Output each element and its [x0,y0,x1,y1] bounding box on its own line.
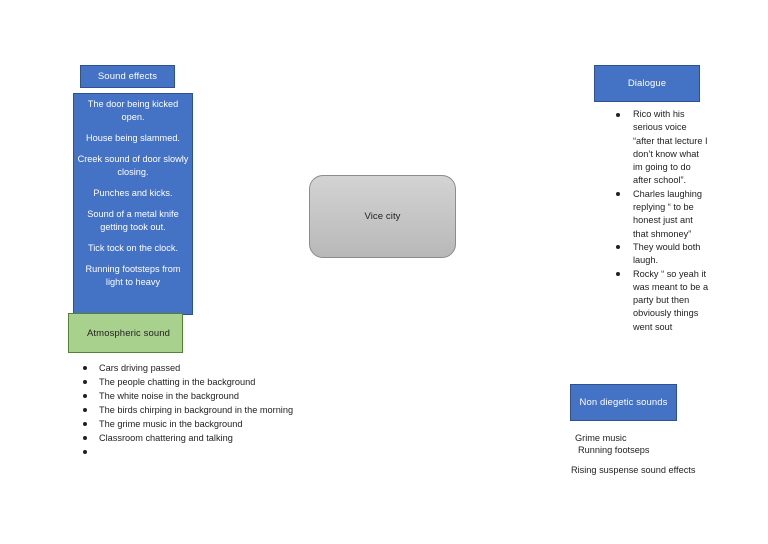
dialogue-item: Rocky “ so yeah it was meant to be a party but then obviously things went sout [612,268,710,334]
non-diegetic-item: Running footseps [578,445,650,455]
atmospheric-sound-heading-text: Atmospheric sound [87,327,171,339]
atmospheric-sound-item: The birds chirping in background in the morning [80,403,380,417]
atmospheric-sound-item: Cars driving passed [80,361,380,375]
sound-effect-item: Tick tock on the clock. [87,243,179,253]
dialogue-heading-text: Dialogue [627,78,667,89]
sound-effect-item: The door being kicked open. [87,99,179,122]
atmospheric-sound-item: The grime music in the background [80,417,380,431]
sound-effects-heading-text: Sound effects [97,71,158,82]
dialogue-item: Charles laughing replying “ to be honest just ant that shmoney” [612,188,710,241]
atmospheric-sound-item-empty [80,445,380,459]
non-diegetic-item: Grime music [575,433,627,443]
non-diegetic-item: Rising suspense sound effects [571,465,696,475]
non-diegetic-heading [570,384,677,421]
sound-effect-item: Creek sound of door slowly closing. [77,154,189,177]
non-diegetic-heading-text: Non diegetic sounds [579,397,668,408]
sound-effect-item: Running footsteps from light to heavy [85,264,181,287]
dialogue-item: Rico with his serious voice “after that lecture I don’t know what im going to do after school”. [612,108,710,188]
sound-effects-heading [80,65,175,88]
atmospheric-sound-list [80,361,380,459]
central-topic-label: Vice city [364,211,401,222]
sound-effects-box [73,93,193,315]
atmospheric-sound-item: The white noise in the background [80,389,380,403]
dialogue-list [612,108,710,334]
sound-effect-item: Punches and kicks. [93,188,173,198]
sound-effect-item: House being slammed. [86,133,180,143]
central-topic-node [309,175,456,258]
atmospheric-sound-item: Classroom chattering and talking [80,431,380,445]
dialogue-item: They would both laugh. [612,241,710,268]
atmospheric-sound-item: The people chatting in the background [80,375,380,389]
dialogue-heading [594,65,700,102]
sound-effect-item: Sound of a metal knife getting took out. [87,209,179,232]
atmospheric-sound-heading [68,313,183,353]
